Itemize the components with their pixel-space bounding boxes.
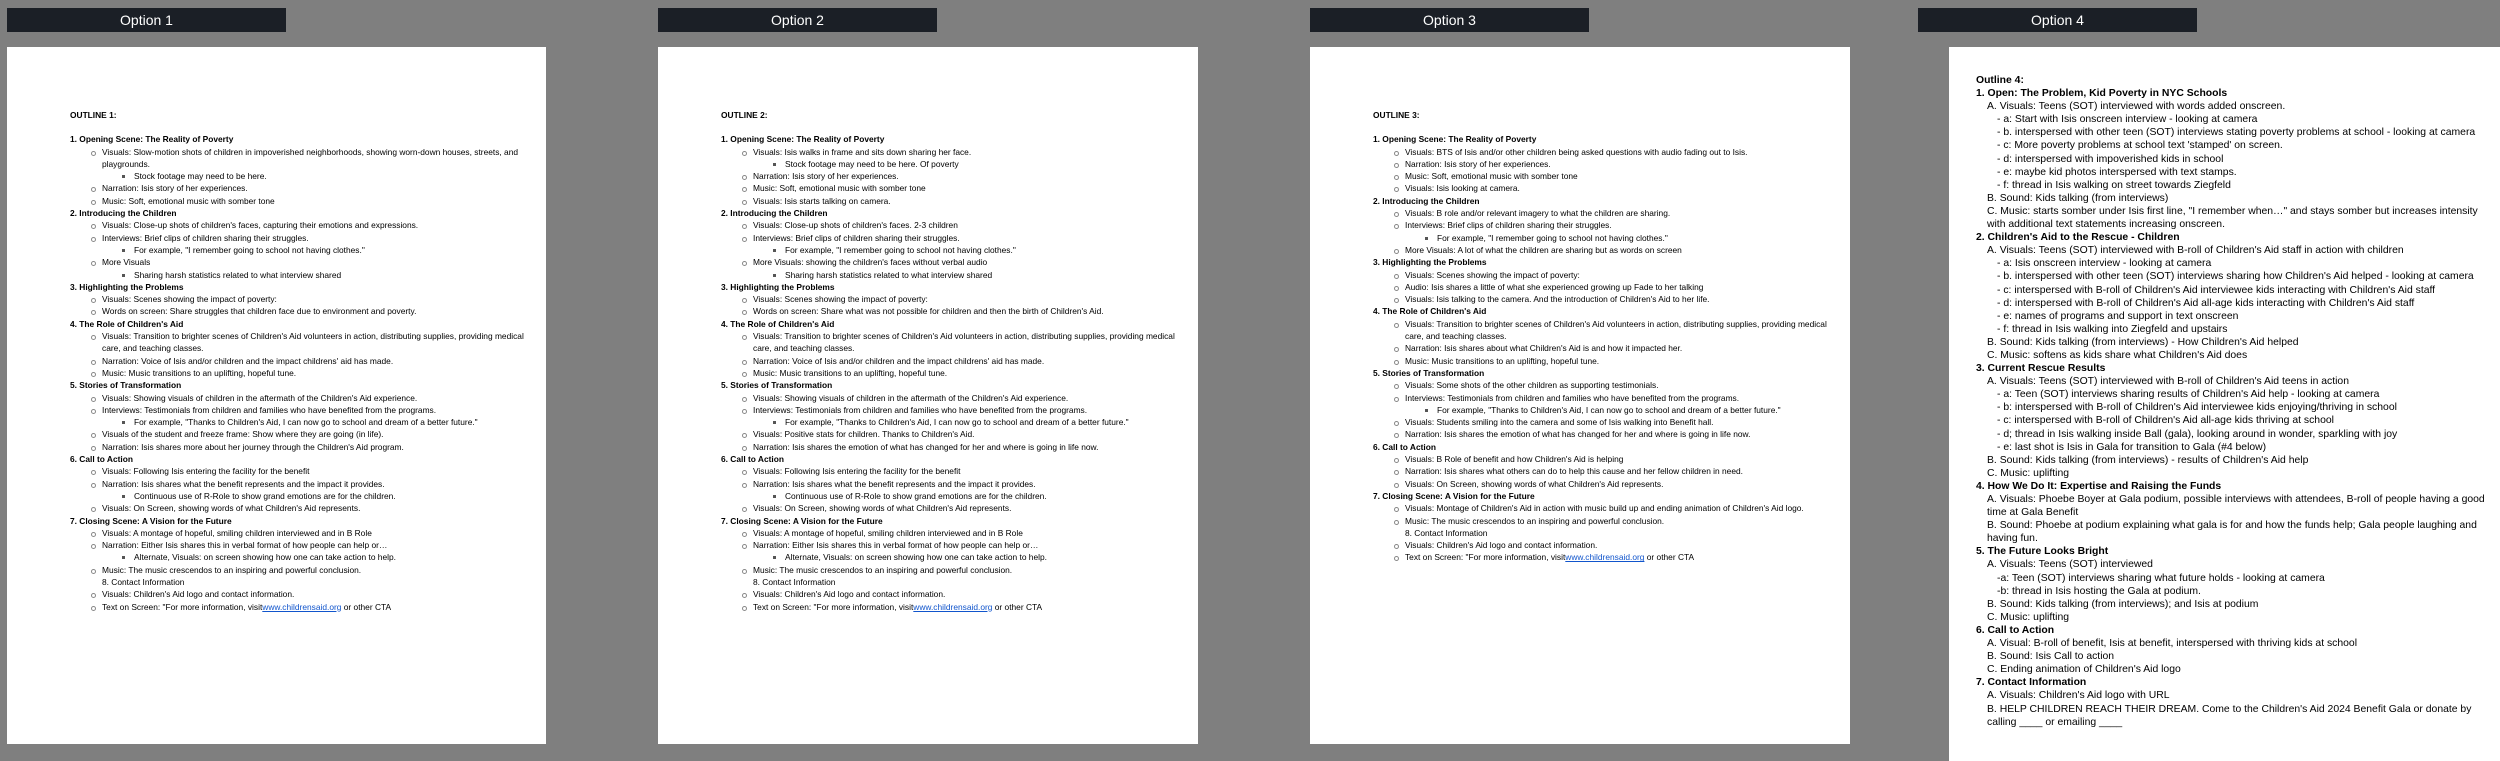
document-page-option-1 <box>7 47 546 744</box>
outline-line: Continuous use of R-Role to show grand emotions are for the children. <box>70 490 530 502</box>
outline-line: Visuals: Following Isis entering the facility for the benefit <box>721 465 1182 477</box>
outline-line: Visuals: On Screen, showing words of what Children's Aid represents. <box>1373 478 1834 490</box>
outline-line: Narration: Isis shares the emotion of what has changed for her and where is going in life now. <box>721 441 1182 453</box>
outline-section-heading: 2. Introducing the Children <box>721 208 828 219</box>
outline-line: B. Sound: Phoebe at podium explaining what gala is for and how the funds help; Gala people laughing and having fun. <box>1987 520 2477 545</box>
outline-line: - f: thread in Isis walking on street towards Ziegfeld <box>1997 179 2231 191</box>
outline-section-heading: 2. Introducing the Children <box>70 208 177 219</box>
outline-line: -b: thread in Isis hosting the Gala at podium. <box>1997 585 2201 597</box>
outline-line: A. Visuals: Teens (SOT) interviewed <box>1987 559 2153 571</box>
outline-line: Visuals: Children's Aid logo and contact information. <box>721 588 1182 600</box>
tab-option-4[interactable]: Option 4 <box>1918 8 2197 32</box>
outline-line: Visuals of the student and freeze frame: Show where they are going (in life). <box>70 428 530 440</box>
outline-line: Visuals: Following Isis entering the facility for the benefit <box>70 465 530 477</box>
outline-line: - c: interspersed with B-roll of Children's Aid interviewee kids interacting with Children's Aid staff <box>1997 284 2436 296</box>
outline-line: For example, "I remember going to school not having clothes." <box>70 244 530 256</box>
outline-section-heading: 5. Stories of Transformation <box>1373 367 1485 378</box>
outline-line: B. Sound: Kids talking (from interviews); and Isis at podium <box>1987 598 2259 610</box>
outline-line: Visuals: Showing visuals of children in the aftermath of the Children's Aid experience. <box>70 392 530 404</box>
outline-line: - b. interspersed with other teen (SOT) interviews sharing how Children's Aid helped - looking at camera <box>1997 271 2474 283</box>
outline-line: Text on Screen: "For more information, visitwww.childrensaid.org or other CTA <box>70 601 530 613</box>
outline-line: - d: interspersed with B-roll of Children's Aid all-age kids interacting with Children's Aid staff <box>1997 297 2415 309</box>
outline-line: More Visuals: showing the children's faces without verbal audio <box>721 256 1182 268</box>
outline-line: For example, "I remember going to school not having clothes." <box>1373 232 1834 244</box>
outline-section-heading: 3. Highlighting the Problems <box>1373 257 1487 268</box>
outline-section-heading: 6. Call to Action <box>721 454 784 465</box>
outline-2-content <box>658 47 1198 613</box>
outline-line: - e: names of programs and support in text onscreen <box>1997 310 2239 322</box>
outline-section-heading: 7. Closing Scene: A Vision for the Future <box>1373 490 1535 501</box>
outline-line: Narration: Isis shares the emotion of what has changed for her and where is going in life now. <box>1373 428 1834 440</box>
outline-section-heading: 7. Closing Scene: A Vision for the Future <box>70 515 232 526</box>
tab-option-1[interactable]: Option 1 <box>7 8 286 32</box>
outline-line: Alternate, Visuals: on screen showing how one can take action to help. <box>70 551 530 563</box>
outline-line: Interviews: Testimonials from children and families who have benefited from the programs. <box>721 404 1182 416</box>
outline-line: Visuals: Scenes showing the impact of poverty: <box>721 293 1182 305</box>
outline-section-heading: 4. How We Do It: Expertise and Raising the Funds <box>1976 480 2222 492</box>
outline-section-heading: 1. Opening Scene: The Reality of Poverty <box>721 134 885 145</box>
outline-line: Visuals: Isis looking at camera. <box>1373 182 1834 194</box>
outline-section-heading: 6. Call to Action <box>1976 624 2055 636</box>
outline-line: Visuals: Slow-motion shots of children in impoverished neighborhoods, showing worn-down houses, streets, and playgrounds. <box>70 146 530 171</box>
outline-line: - a: Start with Isis onscreen interview - looking at camera <box>1997 114 2258 126</box>
outline-section-heading: 6. Call to Action <box>1373 441 1436 452</box>
outline-line: Music: The music crescendos to an inspiring and powerful conclusion. <box>721 564 1182 576</box>
outline-section-heading: 4. The Role of Children's Aid <box>1373 306 1487 317</box>
outline-line: Music: Music transitions to an uplifting, hopeful tune. <box>1373 355 1834 367</box>
outline-line: Visuals: Some shots of the other children as supporting testimonials. <box>1373 379 1834 391</box>
outline-line: Narration: Isis story of her experiences. <box>70 182 530 194</box>
outline-title: OUTLINE 3: <box>1373 110 1420 120</box>
childrensaid-link[interactable]: www.childrensaid.org <box>913 601 993 612</box>
outline-line: Visuals: Montage of Children's Aid in action with music build up and ending animation of Children's Aid logo. <box>1373 502 1834 514</box>
outline-line: Visuals: BTS of Isis and/or other children being asked questions with audio fading out to Isis. <box>1373 146 1834 158</box>
outline-line: Visuals: Scenes showing the impact of poverty: <box>1373 269 1834 281</box>
outline-line: - c: More poverty problems at school text 'stamped' on screen. <box>1997 140 2283 152</box>
outline-line: For example, "I remember going to school not having clothes." <box>721 244 1182 256</box>
outline-line: Continuous use of R-Role to show grand emotions are for the children. <box>721 490 1182 502</box>
outline-line: - d: interspersed with impoverished kids in school <box>1997 153 2224 165</box>
outline-line: Stock footage may need to be here. <box>70 170 530 182</box>
outline-line: Words on screen: Share what was not possible for children and then the birth of Children's Aid. <box>721 305 1182 317</box>
outline-line: Visuals: Close-up shots of children's faces. 2-3 children <box>721 219 1182 231</box>
outline-section-heading: 2. Introducing the Children <box>1373 195 1480 206</box>
outline-line: - b. interspersed with other teen (SOT) interviews stating poverty problems at school - looking at camera <box>1997 127 2476 139</box>
outline-line: Narration: Voice of Isis and/or children and the impact childrens' aid has made. <box>721 355 1182 367</box>
outline-line: 8. Contact Information <box>1405 527 1488 538</box>
outline-line: -a: Teen (SOT) interviews sharing what future holds - looking at camera <box>1997 572 2325 584</box>
outline-line: More Visuals: A lot of what the children are sharing but as words on screen <box>1373 244 1834 256</box>
outline-line: B. Sound: Kids talking (from interviews) <box>1987 192 2169 204</box>
outline-3-content <box>1310 47 1850 564</box>
outline-line: C. Music: softens as kids share what Children's Aid does <box>1987 349 2248 361</box>
outline-line: - c: interspersed with B-roll of Children's Aid all-age kids thriving at school <box>1997 415 2334 427</box>
outline-section-heading: 4. The Role of Children's Aid <box>721 318 835 329</box>
outline-title: OUTLINE 2: <box>721 110 768 120</box>
outline-line: 8. Contact Information <box>102 576 185 587</box>
outline-line: Visuals: Students smiling into the camera and some of Isis walking into Benefit hall. <box>1373 416 1834 428</box>
outline-line: Visuals: Showing visuals of children in the aftermath of the Children's Aid experience. <box>721 392 1182 404</box>
outline-line: Text on Screen: "For more information, visitwww.childrensaid.org or other CTA <box>721 601 1182 613</box>
outline-section-heading: 1. Opening Scene: The Reality of Poverty <box>70 134 234 145</box>
childrensaid-link[interactable]: www.childrensaid.org <box>262 601 342 612</box>
childrensaid-link[interactable]: www.childrensaid.org <box>1565 552 1645 563</box>
tab-option-2[interactable]: Option 2 <box>658 8 937 32</box>
outline-line: Text on Screen: "For more information, visitwww.childrensaid.org or other CTA <box>1373 551 1834 563</box>
outline-line: A. Visuals: Children's Aid logo with URL <box>1987 690 2170 702</box>
outline-line: Music: Music transitions to an uplifting, hopeful tune. <box>721 367 1182 379</box>
outline-line: C. Music: starts somber under Isis first line, "I remember when…" and stays somber but increases intensity with additional text statements increasing onscreen. <box>1987 205 2478 231</box>
outline-line: - e: maybe kid photos interspersed with text stamps. <box>1997 166 2237 178</box>
outline-line: Music: Soft, emotional music with somber tone <box>721 182 1182 194</box>
outline-line: Visuals: Transition to brighter scenes of Children's Aid volunteers in action, distributing supplies, providing medical care, and teaching classes. <box>721 330 1182 355</box>
outline-line: Sharing harsh statistics related to what interview shared <box>70 269 530 281</box>
outline-section-heading: 2. Children's Aid to the Rescue - Children <box>1976 232 2180 244</box>
outline-line: Interviews: Brief clips of children sharing their struggles. <box>70 232 530 244</box>
outline-line: Visuals: On Screen, showing words of what Children's Aid represents. <box>70 502 530 514</box>
outline-4-content <box>1949 47 2500 729</box>
outline-line: Narration: Isis story of her experiences. <box>721 170 1182 182</box>
outline-line: Visuals: Close-up shots of children's faces, capturing their emotions and expressions. <box>70 219 530 231</box>
outline-line: - a: Teen (SOT) interviews sharing results of Children's Aid help - looking at camera <box>1997 389 2380 401</box>
outline-line: Narration: Voice of Isis and/or children and the impact childrens' aid has made. <box>70 355 530 367</box>
outline-line: B. HELP CHILDREN REACH THEIR DREAM. Come to the Children's Aid 2024 Benefit Gala or donate by calling ____ or emailing ____ <box>1987 703 2472 728</box>
outline-line: Narration: Isis story of her experiences. <box>1373 158 1834 170</box>
document-page-option-2 <box>658 47 1198 744</box>
outline-line: Visuals: Transition to brighter scenes of Children's Aid volunteers in action, distributing supplies, providing medical care, and teaching classes. <box>70 330 530 355</box>
document-page-option-4 <box>1949 47 2500 761</box>
outline-line: Narration: Either Isis shares this in verbal format of how people can help or… <box>721 539 1182 551</box>
outline-section-heading: 1. Opening Scene: The Reality of Poverty <box>1373 134 1537 145</box>
outline-line: Music: Soft, emotional music with somber tone <box>1373 170 1834 182</box>
outline-line: Visuals: Isis talking to the camera. And the introduction of Children's Aid to her life. <box>1373 293 1834 305</box>
outline-line: Visuals: Transition to brighter scenes of Children's Aid volunteers in action, distributing supplies, providing medical care, and teaching classes. <box>1373 318 1834 343</box>
outline-line: C. Ending animation of Children's Aid logo <box>1987 664 2181 676</box>
outline-line: Music: Music transitions to an uplifting, hopeful tune. <box>70 367 530 379</box>
outline-line: Stock footage may need to be here. Of poverty <box>721 158 1182 170</box>
outline-section-heading: 5. Stories of Transformation <box>70 380 182 391</box>
outline-line: Sharing harsh statistics related to what interview shared <box>721 269 1182 281</box>
outline-line: - d; thread in Isis walking inside Ball (gala), looking around in wonder, sparkling with joy <box>1997 428 2398 440</box>
outline-line: A. Visual: B-roll of benefit, Isis at benefit, interspersed with thriving kids at school <box>1987 638 2358 650</box>
outline-section-heading: 4. The Role of Children's Aid <box>70 318 184 329</box>
outline-line: Visuals: On Screen, showing words of what Children's Aid represents. <box>721 502 1182 514</box>
outline-line: 8. Contact Information <box>753 576 836 587</box>
outline-section-heading: 7. Contact Information <box>1976 677 2087 689</box>
outline-section-heading: 3. Current Rescue Results <box>1976 363 2106 375</box>
outline-line: Audio: Isis shares a little of what she experienced growing up Fade to her talking <box>1373 281 1834 293</box>
outline-line: Visuals: A montage of hopeful, smiling children interviewed and in B Role <box>721 527 1182 539</box>
outline-line: - f: thread in Isis walking into Ziegfeld and upstairs <box>1997 323 2228 335</box>
outline-line: Alternate, Visuals: on screen showing how one can take action to help. <box>721 551 1182 563</box>
outline-line: C. Music: uplifting <box>1987 467 2069 479</box>
outline-line: A. Visuals: Teens (SOT) interviewed with B-roll of Children's Aid teens in action <box>1987 376 2349 388</box>
outline-line: Visuals: Isis starts talking on camera. <box>721 195 1182 207</box>
outline-line: A. Visuals: Teens (SOT) interviewed with words added onscreen. <box>1987 101 2286 113</box>
outline-line: A. Visuals: Teens (SOT) interviewed with B-roll of Children's Aid staff in action with children <box>1987 245 2404 257</box>
outline-line: Narration: Isis shares what the benefit represents and the impact it provides. <box>721 478 1182 490</box>
tab-option-3[interactable]: Option 3 <box>1310 8 1589 32</box>
outline-line: Visuals: Positive stats for children. Thanks to Children's Aid. <box>721 428 1182 440</box>
outline-line: Visuals: B Role of benefit and how Children's Aid is helping <box>1373 453 1834 465</box>
outline-line: - e: last shot is Isis in Gala for transition to Gala (#4 below) <box>1997 441 2267 453</box>
outline-title: Outline 4: <box>1976 75 2024 86</box>
outline-line: Music: Soft, emotional music with somber tone <box>70 195 530 207</box>
outline-line: Music: The music crescendos to an inspiring and powerful conclusion. <box>70 564 530 576</box>
outline-section-heading: 6. Call to Action <box>70 454 133 465</box>
outline-1-content <box>7 47 546 613</box>
outline-line: B. Sound: Isis Call to action <box>1987 651 2115 663</box>
outline-line: - b: interspersed with B-roll of Children's Aid interviewee kids enjoying/thriving in school <box>1997 402 2397 414</box>
outline-line: For example, "Thanks to Children's Aid, I can now go to school and dream of a better future." <box>1373 404 1834 416</box>
outline-line: - a: Isis onscreen interview - looking at camera <box>1997 258 2212 270</box>
outline-line: Interviews: Brief clips of children sharing their struggles. <box>1373 219 1834 231</box>
outline-line: Visuals: Children's Aid logo and contact information. <box>1373 539 1834 551</box>
outline-line: Visuals: Children's Aid logo and contact information. <box>70 588 530 600</box>
outline-line: C. Music: uplifting <box>1987 611 2069 623</box>
outline-line: Narration: Isis shares what others can do to help this cause and her fellow children in need. <box>1373 465 1834 477</box>
outline-section-heading: 5. The Future Looks Bright <box>1976 546 2109 558</box>
outline-line: For example, "Thanks to Children's Aid, I can now go to school and dream of a better future." <box>70 416 530 428</box>
outline-line: For example, "Thanks to Children's Aid, I can now go to school and dream of a better future." <box>721 416 1182 428</box>
outline-line: Narration: Isis shares what the benefit represents and the impact it provides. <box>70 478 530 490</box>
outline-line: More Visuals <box>70 256 530 268</box>
outline-line: Music: The music crescendos to an inspiring and powerful conclusion. <box>1373 515 1834 527</box>
outline-line: A. Visuals: Phoebe Boyer at Gala podium, possible interviews with attendees, B-roll of people having a good time at Gala Benefit <box>1987 494 2485 519</box>
outline-line: Visuals: Isis walks in frame and sits down sharing her face. <box>721 146 1182 158</box>
outline-line: Interviews: Testimonials from children and families who have benefited from the programs. <box>70 404 530 416</box>
outline-line: Narration: Either Isis shares this in verbal format of how people can help or… <box>70 539 530 551</box>
document-page-option-3 <box>1310 47 1850 744</box>
outline-section-heading: 1. Open: The Problem, Kid Poverty in NYC Schools <box>1976 88 2228 100</box>
outline-line: Visuals: Scenes showing the impact of poverty: <box>70 293 530 305</box>
outline-line: Narration: Isis shares more about her journey through the Children's Aid program. <box>70 441 530 453</box>
outline-line: B. Sound: Kids talking (from interviews) - results of Children's Aid help <box>1987 454 2309 466</box>
outline-section-heading: 5. Stories of Transformation <box>721 380 833 391</box>
outline-line: Visuals: B role and/or relevant imagery to what the children are sharing. <box>1373 207 1834 219</box>
outline-line: Narration: Isis shares about what Children's Aid is and how it impacted her. <box>1373 342 1834 354</box>
outline-section-heading: 7. Closing Scene: A Vision for the Future <box>721 515 883 526</box>
outline-line: Interviews: Brief clips of children sharing their struggles. <box>721 232 1182 244</box>
outline-title: OUTLINE 1: <box>70 110 117 120</box>
outline-section-heading: 3. Highlighting the Problems <box>70 281 184 292</box>
outline-line: B. Sound: Kids talking (from interviews) - How Children's Aid helped <box>1987 336 2299 348</box>
outline-line: Words on screen: Share struggles that children face due to environment and poverty. <box>70 305 530 317</box>
outline-section-heading: 3. Highlighting the Problems <box>721 281 835 292</box>
outline-line: Visuals: A montage of hopeful, smiling children interviewed and in B Role <box>70 527 530 539</box>
outline-line: Interviews: Testimonials from children and families who have benefited from the programs. <box>1373 392 1834 404</box>
